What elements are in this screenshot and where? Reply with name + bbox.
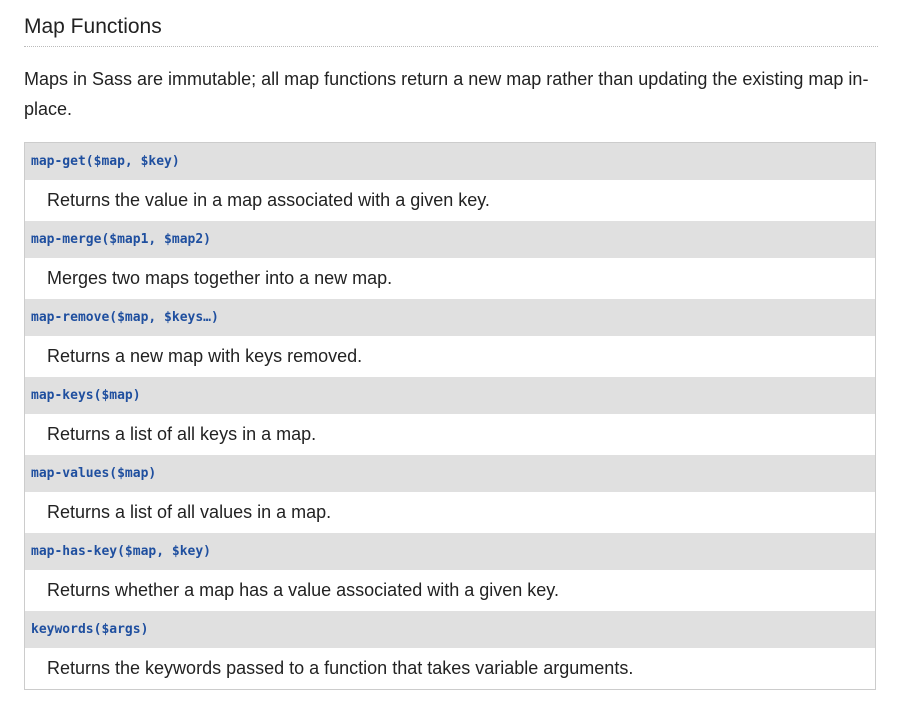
section-intro: Maps in Sass are immutable; all map functions return a new map rather than updating the existing map in-place. (24, 69, 869, 119)
function-signature-map-has-key: map-has-key($map, $key) (25, 533, 875, 570)
function-signature-map-values: map-values($map) (25, 455, 875, 492)
function-description-map-has-key: Returns whether a map has a value associated with a given key. (25, 570, 875, 611)
function-description-map-get: Returns the value in a map associated with a given key. (25, 180, 875, 221)
function-signature-map-get: map-get($map, $key) (25, 143, 875, 180)
function-description-map-merge: Merges two maps together into a new map. (25, 258, 875, 299)
function-signature-keywords: keywords($args) (25, 611, 875, 648)
function-description-map-values: Returns a list of all values in a map. (25, 492, 875, 533)
function-signature-map-keys: map-keys($map) (25, 377, 875, 414)
function-description-map-remove: Returns a new map with keys removed. (25, 336, 875, 377)
function-signature-map-merge: map-merge($map1, $map2) (25, 221, 875, 258)
section-title: Map Functions (24, 14, 878, 47)
function-description-keywords: Returns the keywords passed to a function that takes variable arguments. (25, 648, 875, 689)
function-description-map-keys: Returns a list of all keys in a map. (25, 414, 875, 455)
function-list (24, 142, 876, 690)
function-signature-map-remove: map-remove($map, $keys…) (25, 299, 875, 336)
